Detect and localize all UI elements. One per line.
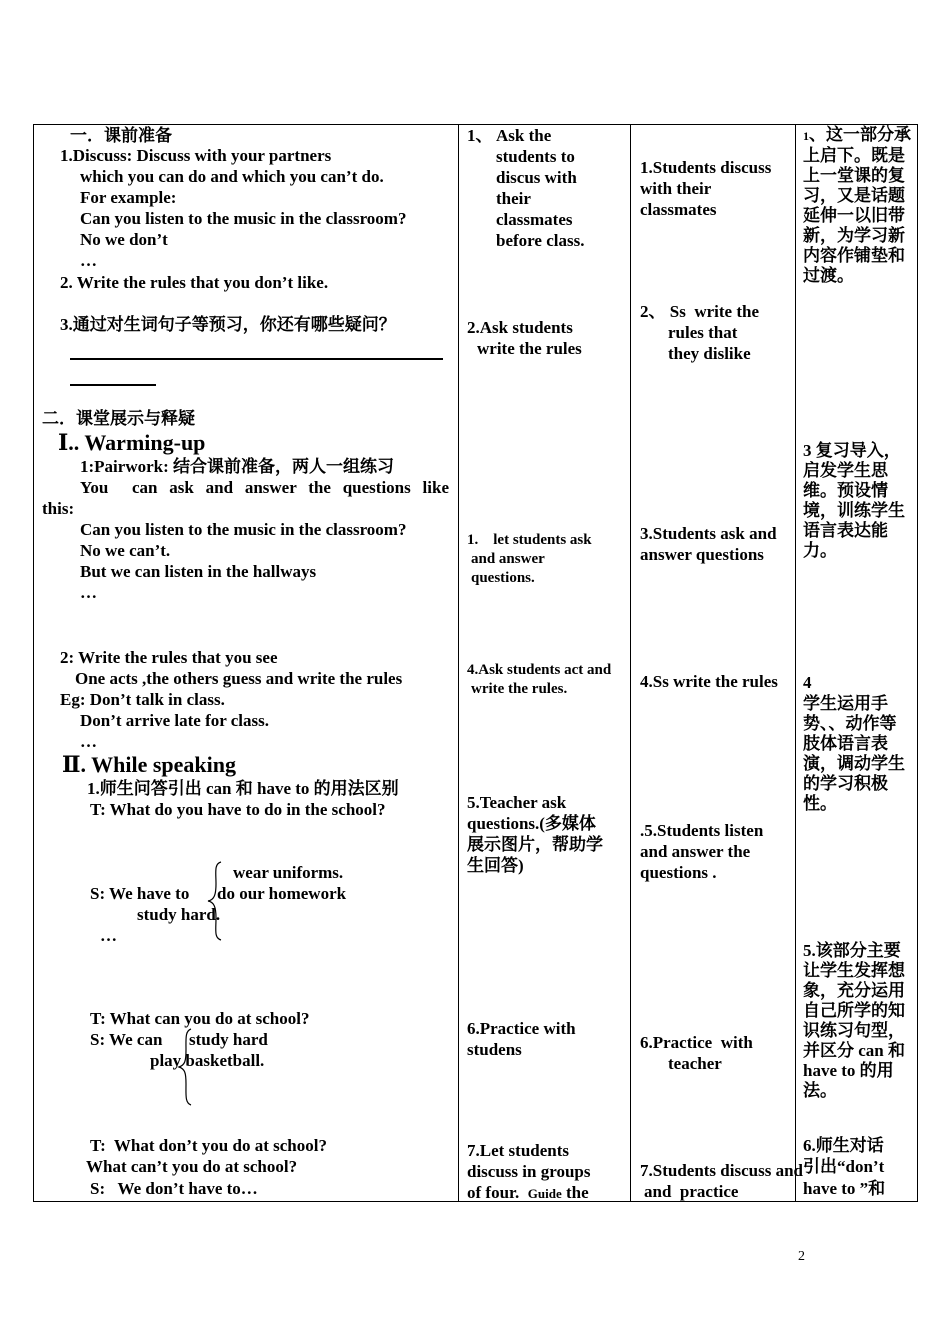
student-activity: 3.Students ask and (640, 524, 777, 543)
design-note (803, 125, 911, 286)
teacher-activity: 2.Ask students (467, 318, 573, 337)
teacher-activity: before class. (496, 231, 585, 250)
left-brace-icon (176, 1027, 196, 1107)
student-activity: they dislike (668, 344, 751, 363)
design-note: 6.师生对话 (803, 1136, 884, 1155)
answer-blank-line (70, 384, 156, 386)
teacher-activity: 生回答) (467, 856, 524, 875)
discuss-task-line: which you can do and which you can’t do. (80, 167, 384, 186)
student-activity: and answer the (640, 842, 751, 861)
student-activity: .5.Students listen (640, 821, 764, 840)
design-note: 3 复习导入，启发学生思维。预设情境，训练学生语言表达能力。 (803, 441, 905, 560)
student-activity: with their (640, 179, 712, 198)
pairwork-question: Can you listen to the music in the classroom? (80, 520, 407, 539)
design-note: 5.该部分主要让学生发挥想象，充分运用自己所学的知识练习句型，并区分 can 和 have to 的用法。 (803, 941, 905, 1100)
answer-option: wear uniforms. (233, 863, 344, 882)
answer-option: study hard (189, 1030, 268, 1049)
guess-rules-instruction: One acts ,the others guess and write the rules (75, 669, 403, 688)
design-note: 学生运用手势、、动作等肢体语言表演，调动学生的学习积极性。 (803, 694, 905, 813)
student-activity: teacher (668, 1054, 722, 1073)
pairwork-instruction: You can ask and answer the questions like (80, 478, 449, 497)
teacher-activity: 7.Let students (467, 1141, 570, 1160)
ellipsis: … (80, 251, 97, 270)
teacher-question: What can’t you do at school? (86, 1157, 298, 1176)
student-answer: S: We have to (90, 884, 190, 903)
rule-example: Don’t arrive late for class. (80, 711, 269, 730)
teacher-activity: 6.Practice with (467, 1019, 576, 1038)
column-divider (795, 124, 796, 1202)
teacher-activity: 1. let students ask (467, 532, 592, 548)
teacher-activity: write the rules (477, 339, 582, 358)
pairwork-task: 1:Pairwork: 结合课前准备，两人一组练习 (80, 457, 395, 476)
design-note-number: 1 (803, 129, 809, 143)
student-activity: 2、 Ss write the (640, 302, 759, 321)
write-seen-rules-task: 2: Write the rules that you see (60, 648, 278, 667)
teacher-activity: studens (467, 1040, 522, 1059)
teacher-activity: 4.Ask students act and (467, 662, 612, 678)
teacher-activity: write the rules. (471, 681, 568, 697)
student-activity: questions . (640, 863, 717, 882)
column-divider (458, 124, 459, 1202)
pre-class-heading: 一．课前准备 (70, 126, 172, 145)
teacher-question: T: What do you have to do in the school? (90, 800, 386, 819)
teacher-activity: students to (496, 147, 575, 166)
student-answer: S: We can (90, 1030, 163, 1049)
design-note-text: 、这一部分承上启下。既是上一堂课的复习，又是话题延伸一以旧带新，为学习新内容作铺垫和过渡。 (803, 125, 911, 285)
teacher-question: T: What don’t you do at school? (90, 1136, 327, 1155)
teacher-activity: discus with (496, 168, 577, 187)
while-speaking-title: Ⅱ. While speaking (62, 752, 237, 777)
teacher-question: T: What can you do at school? (90, 1009, 310, 1028)
student-activity: and practice (644, 1182, 739, 1201)
teacher-activity (467, 1182, 589, 1204)
warming-up-title: Ⅰ.. Warming-up (58, 430, 206, 455)
answer-option: do our homework (217, 884, 347, 903)
page-number: 2 (798, 1249, 805, 1264)
teacher-activity-text: of four. (467, 1183, 528, 1202)
pairwork-answer: No we can’t. (80, 541, 171, 560)
teacher-activity: 展示图片，帮助学 (467, 835, 603, 854)
discuss-task: 1.Discuss: Discuss with your partners (60, 146, 332, 165)
student-activity: 1.Students discuss (640, 158, 772, 177)
ellipsis: … (80, 732, 97, 751)
example-question: Can you listen to the music in the classroom? (80, 209, 407, 228)
teacher-activity: questions.(多媒体 (467, 814, 596, 833)
teacher-activity: their (496, 189, 531, 208)
left-brace-icon (205, 860, 227, 942)
design-note-number: 4 (803, 673, 812, 692)
teacher-activity-text: Guide (527, 1186, 562, 1201)
column-divider (630, 124, 631, 1202)
teacher-activity: and answer (471, 551, 545, 567)
teacher-activity: questions. (471, 570, 535, 586)
design-note: have to ”和 (803, 1179, 886, 1198)
answer-option: study hard. (137, 905, 221, 924)
ellipsis: … (80, 583, 97, 602)
answer-option: play basketball. (150, 1051, 265, 1070)
student-activity: 6.Practice with (640, 1033, 753, 1052)
teacher-activity: classmates (496, 210, 573, 229)
student-activity: classmates (640, 200, 717, 219)
teacher-activity-text: the (561, 1183, 589, 1202)
rule-example: Eg: Don’t talk in class. (60, 690, 225, 709)
pairwork-answer: But we can listen in the hallways (80, 562, 317, 581)
ellipsis: … (100, 926, 117, 945)
teacher-activity: discuss in groups (467, 1162, 591, 1181)
pairwork-instruction-end: this: (42, 499, 75, 518)
teacher-activity-number: 1、 (467, 126, 493, 145)
while-speaking-task: 1.师生问答引出 can 和 have to 的用法区别 (87, 779, 399, 798)
answer-blank-line (70, 358, 443, 360)
student-activity: rules that (668, 323, 738, 342)
example-label: For example: (80, 188, 177, 207)
write-rules-task: 2. Write the rules that you don’t like. (60, 273, 329, 292)
design-note: 引出“don’t (803, 1157, 885, 1176)
example-answer: No we don’t (80, 230, 168, 249)
teacher-activity: Ask the (496, 126, 552, 145)
student-activity: 4.Ss write the rules (640, 672, 778, 691)
teacher-activity: 5.Teacher ask (467, 793, 567, 812)
preview-question: 3.通过对生词句子等预习，你还有哪些疑问？ (60, 315, 396, 334)
student-activity: answer questions (640, 545, 764, 564)
student-answer: S: We don’t have to… (90, 1179, 258, 1198)
student-activity: 7.Students discuss and (640, 1161, 803, 1180)
presentation-heading: 二．课堂展示与释疑 (42, 409, 195, 428)
